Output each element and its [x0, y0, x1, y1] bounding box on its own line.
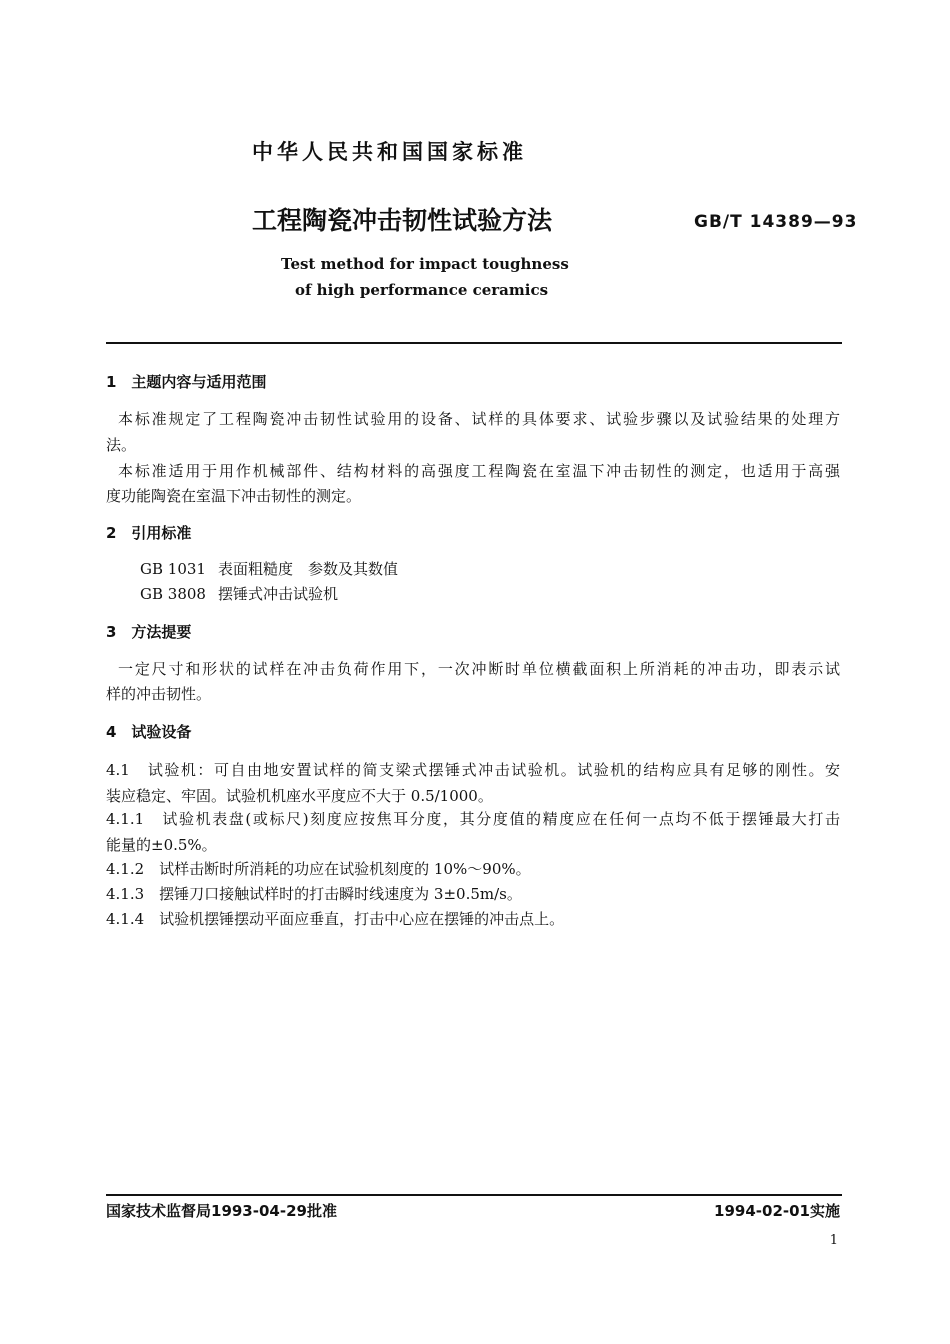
approval-date: 国家技术监督局1993-04-29批准: [106, 1202, 337, 1220]
paragraph-line: 一定尺寸和形状的试样在冲击负荷作用下，一次冲断时单位横截面积上所消耗的冲击功，即表示试: [118, 660, 840, 678]
section-2-heading: 2 引用标准: [106, 524, 192, 542]
reference-title: 摆锤式冲击试验机: [218, 585, 339, 603]
paragraph-line: 度功能陶瓷在室温下冲击韧性的测定。: [106, 487, 362, 505]
section-1-heading: 1 主题内容与适用范围: [106, 373, 267, 391]
standard-code: GB/T 14389—93: [694, 212, 858, 232]
section-4-heading: 4 试验设备: [106, 723, 192, 741]
reference-title: 表面粗糙度 参数及其数值: [218, 560, 399, 578]
clause-line: 4.1.3 摆锤刀口接触试样时的打击瞬时线速度为 3±0.5m/s。: [106, 885, 522, 903]
clause-line: 4.1.2 试样击断时所消耗的功应在试验机刻度的 10%～90%。: [106, 860, 531, 878]
paragraph-line: 本标准适用于用作机械部件、结构材料的高强度工程陶瓷在室温下冲击韧性的测定，也适用于高强: [118, 462, 840, 480]
footer-divider: [106, 1194, 842, 1196]
paragraph-line: 本标准规定了工程陶瓷冲击韧性试验用的设备、试样的具体要求、试验步骤以及试验结果的处理方: [118, 410, 840, 428]
document-title: 工程陶瓷冲击韧性试验方法: [252, 206, 553, 235]
english-title-line-2: of high performance ceramics: [295, 281, 549, 299]
standard-type: 中华人民共和国国家标准: [252, 140, 527, 164]
reference-code: GB 3808: [140, 585, 206, 603]
implementation-date: 1994-02-01实施: [714, 1202, 840, 1220]
english-title-line-1: Test method for impact toughness: [281, 255, 569, 273]
header-divider: [106, 342, 842, 344]
paragraph-line: 样的冲击韧性。: [106, 685, 212, 703]
section-3-heading: 3 方法提要: [106, 623, 192, 641]
reference-code: GB 1031: [140, 560, 206, 578]
clause-line: 装应稳定、牢固。试验机机座水平度应不大于 0.5/1000。: [106, 787, 493, 805]
paragraph-line: 法。: [106, 436, 137, 454]
clause-line: 4.1.4 试验机摆锤摆动平面应垂直，打击中心应在摆锤的冲击点上。: [106, 910, 565, 928]
page-number: 1: [829, 1233, 838, 1248]
clause-line: 4.1 试验机：可自由地安置试样的简支梁式摆锤式冲击试验机。试验机的结构应具有足够的刚性。安: [106, 761, 840, 779]
clause-line: 4.1.1 试验机表盘(或标尺)刻度应按焦耳分度，其分度值的精度应在任何一点均不低于摆锤最大打击: [106, 810, 840, 828]
clause-line: 能量的±0.5%。: [106, 836, 217, 854]
